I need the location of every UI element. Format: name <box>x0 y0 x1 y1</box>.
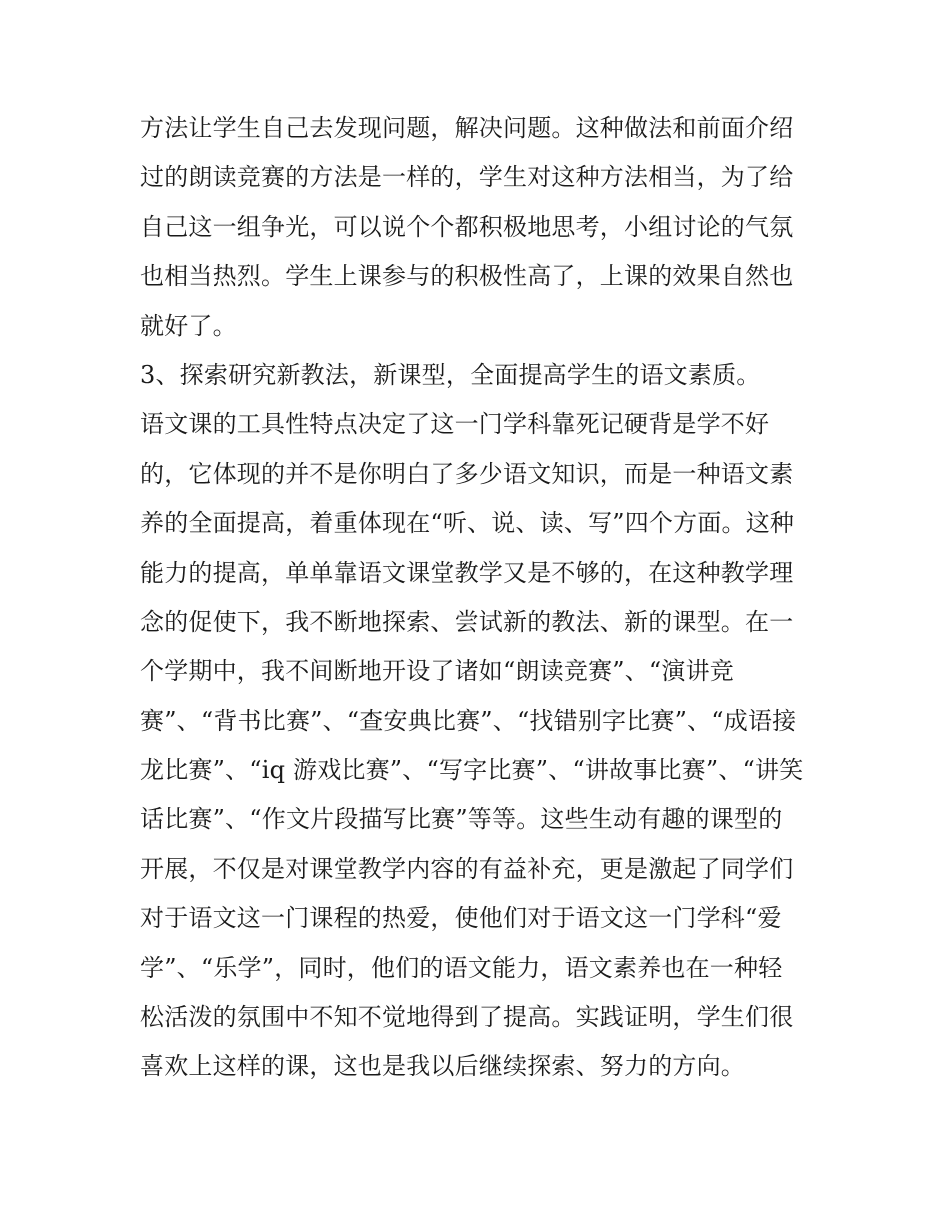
section-heading: 3、探索研究新教法，新课型，全面提高学生的语文素质。 <box>140 360 761 389</box>
text-line: 过的朗读竞赛的方法是一样的，学生对这种方法相当，为了给 <box>140 163 794 192</box>
text-line: 赛”、“背书比赛”、“查安典比赛”、“找错别字比赛”、“成语接 <box>140 706 797 735</box>
text-line: 能力的提高，单单靠语文课堂教学又是不够的，在这种教学理 <box>140 558 794 587</box>
text-line: 方法让学生自己去发现问题，解决问题。这种做法和前面介绍 <box>140 114 794 142</box>
text-line: 个学期中，我不间断地开设了诸如“朗读竞赛”、“演讲竞 <box>140 657 735 686</box>
text-line: 对于语文这一门课程的热爱，使他们对于语文这一门学科“爱 <box>140 904 782 933</box>
text-line: 的，它体现的并不是你明白了多少语文知识，而是一种语文素 <box>140 459 794 488</box>
text-line: 开展，不仅是对课堂教学内容的有益补充，更是激起了同学们 <box>140 854 794 883</box>
text-line: 自己这一组争光，可以说个个都积极地思考，小组讨论的气氛 <box>140 212 794 241</box>
text-line: 龙比赛”、“iq 游戏比赛”、“写字比赛”、“讲故事比赛”、“讲笑 <box>140 756 804 785</box>
text-line: 养的全面提高，着重体现在“听、说、读、写”四个方面。这种 <box>140 509 795 538</box>
text-line: 也相当热烈。学生上课参与的积极性高了，上课的效果自然也 <box>140 262 794 291</box>
text-line: 语文课的工具性特点决定了这一门学科靠死记硬背是学不好 <box>140 410 770 439</box>
text-line: 喜欢上这样的课，这也是我以后继续探索、努力的方向。 <box>140 1052 745 1081</box>
body-text <box>140 104 820 1092</box>
text-line: 就好了。 <box>140 311 237 340</box>
text-line: 学”、“乐学”，同时，他们的语文能力，语文素养也在一种轻 <box>140 953 783 982</box>
text-line: 话比赛”、“作文片段描写比赛”等等。这些生动有趣的课型的 <box>140 805 783 834</box>
text-line: 念的促使下，我不断地探索、尝试新的教法、新的课型。在一 <box>140 607 794 636</box>
text-line: 松活泼的氛围中不知不觉地得到了提高。实践证明，学生们很 <box>140 1003 794 1032</box>
